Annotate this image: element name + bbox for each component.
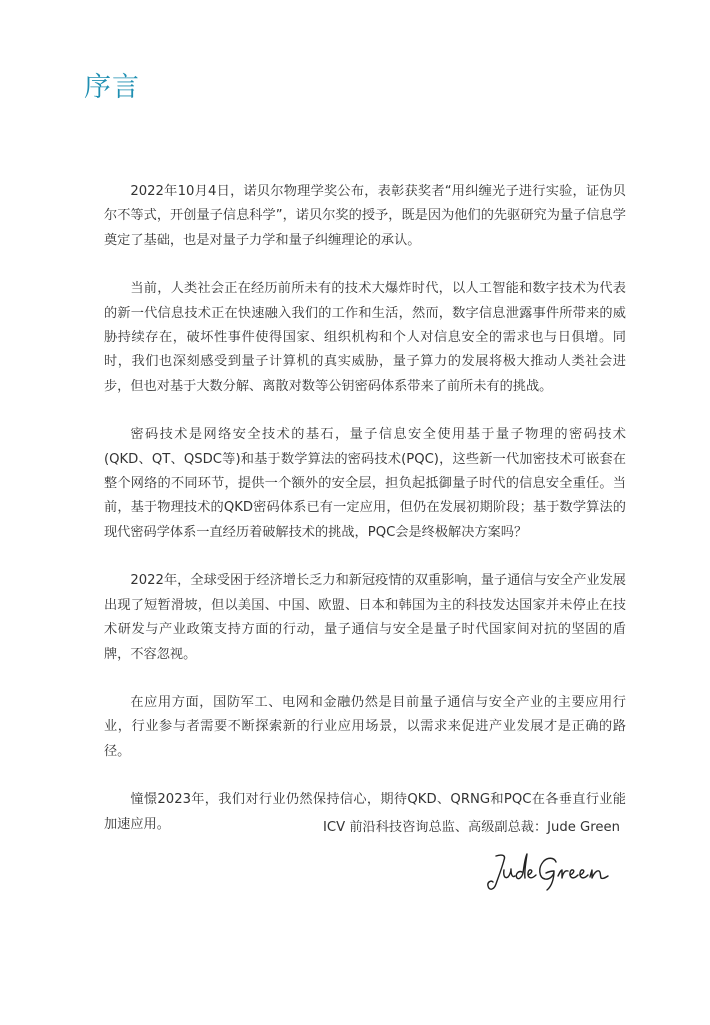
paragraph: 密码技术是网络安全技术的基石，量子信息安全使用基于量子物理的密码技术(QKD、QT、QSDC等)和基于数学算法的密码技术(PQC)，这些新一代加密技术可嵌套在整个网络的不同环节，提供一个额外的安全层，担负起抵御量子时代的信息安全重任。当前，基于物理技术的QKD密码体系已有一定应用，但仍在发展初期阶段；基于数学算法的现代密码学体系一直经历着破解技术的挑战，PQC会是终极解决方案吗？ — [104, 427, 626, 540]
signoff-line: ICV 前沿科技咨询总监、高级副总裁：Jude Green — [323, 820, 620, 835]
paragraph: 当前，人类社会正在经历前所未有的技术大爆炸时代，以人工智能和数字技术为代表的新一代信息技术正在快速融入我们的工作和生活，然而，数字信息泄露事件所带来的威胁持续存在，破坏性事件使得国家、组织机构和个人对信息安全的需求也与日俱增。同时，我们也深刻感受到量子计算机的真实威胁，量子算力的发展将极大推动人类社会进步，但也对基于大数分解、离散对数等公钥密码体系带来了前所未有的挑战。 — [104, 281, 626, 394]
paragraph: 2022年10月4日，诺贝尔物理学奖公布，表彰获奖者“用纠缠光子进行实验，证伪贝尔不等式，开创量子信息科学”，诺贝尔奖的授予，既是因为他们的先驱研究为量子信息学奠定了基础，也是对量子力学和量子纠缠理论的承认。 — [104, 184, 626, 248]
paragraph: 2022年，全球受困于经济增长乏力和新冠疫情的双重影响，量子通信与安全产业发展出现了短暂滑坡，但以美国、中国、欧盟、日本和韩国为主的科技发达国家并未停止在技术研发与产业政策支持方面的行动，量子通信与安全是量子时代国家间对抗的坚固的盾牌，不容忽视。 — [104, 573, 626, 662]
handwritten-signature — [484, 848, 624, 896]
paragraph: 在应用方面，国防军工、电网和金融仍然是目前量子通信与安全产业的主要应用行业，行业参与者需要不断探索新的行业应用场景，以需求来促进产业发展才是正确的路径。 — [104, 694, 626, 759]
paragraph: 憧憬2023年，我们对行业仍然保持信心，期待QKD、QRNG和PQC在各垂直行业能加速应用。 — [104, 792, 626, 832]
preface-body — [104, 180, 626, 861]
page-title: 序言 — [84, 72, 140, 103]
